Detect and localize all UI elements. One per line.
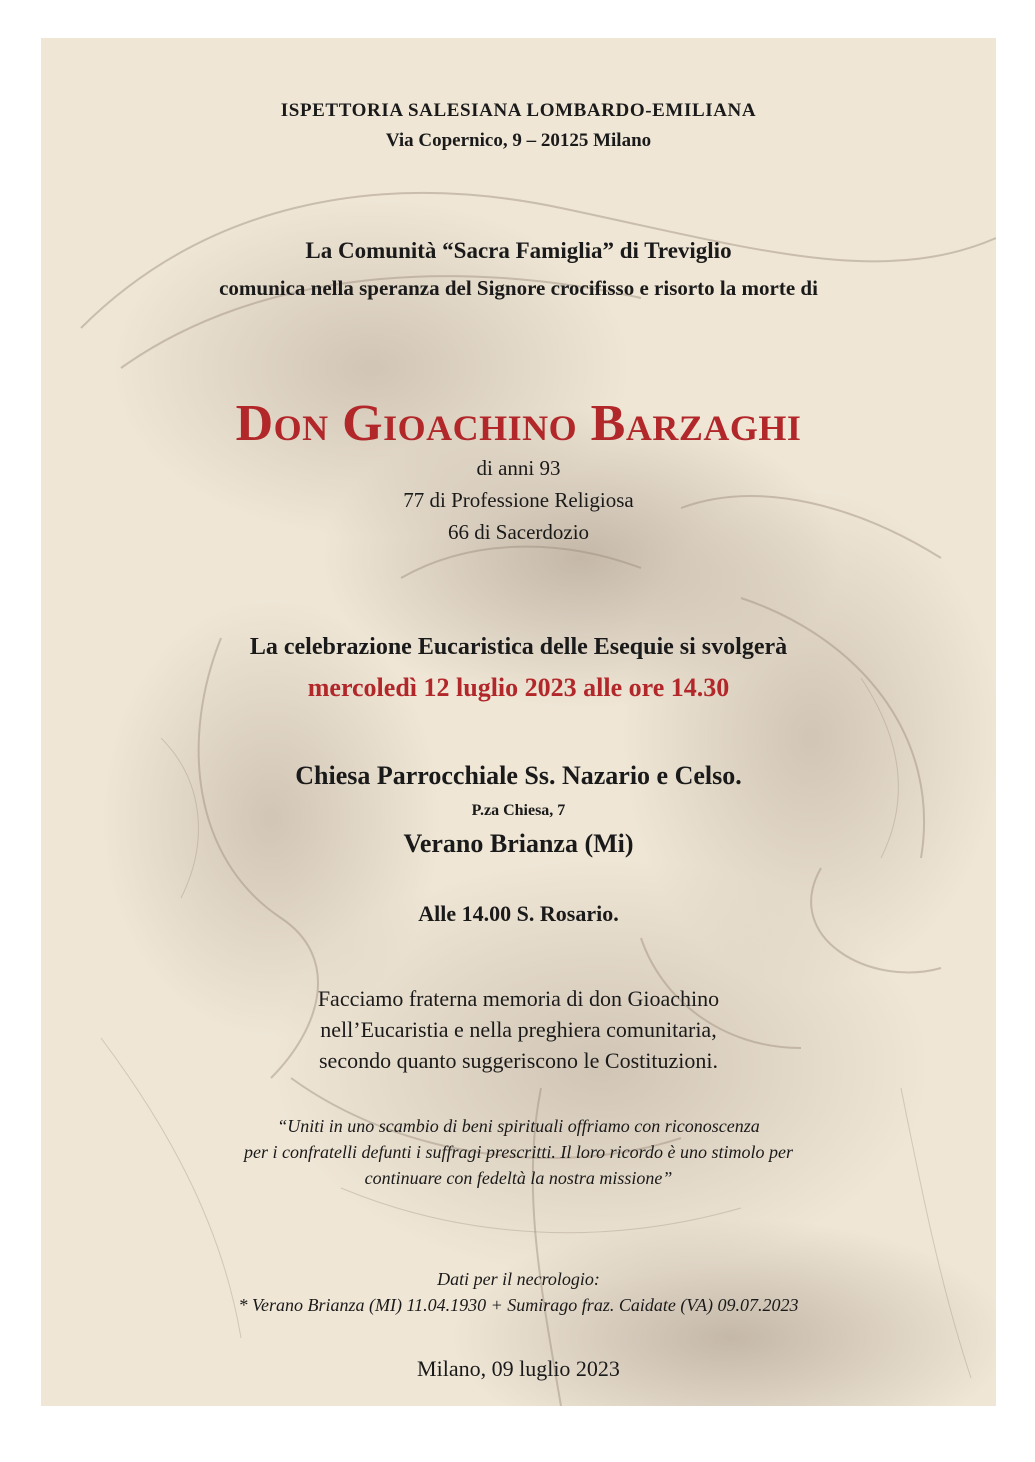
- memory-text-line: nell’Eucaristia e nella preghiera comunitaria,: [320, 1017, 717, 1042]
- place-date-signature: Milano, 09 luglio 2023: [417, 1356, 620, 1381]
- memory-text-line: secondo quanto suggeriscono le Costituzioni.: [319, 1048, 718, 1073]
- religious-profession-years: 77 di Professione Religiosa: [403, 488, 634, 512]
- deceased-name: Don Gioachino Barzaghi: [235, 395, 802, 452]
- funeral-date: mercoledì 12 luglio 2023 alle ore 14.30: [307, 673, 730, 702]
- community-name: La Comunità “Sacra Famiglia” di Treviglio: [305, 238, 732, 263]
- priesthood-years: 66 di Sacerdozio: [447, 520, 590, 544]
- organization-name: ISPETTORIA SALESIANA LOMBARDO-EMILIANA: [280, 100, 757, 121]
- rosary-time: Alle 14.00 S. Rosario.: [418, 901, 619, 926]
- quote-line: “Uniti in uno scambio di beni spirituali offriamo con riconoscenza: [277, 1116, 760, 1136]
- obituary-sheet: [41, 38, 996, 1406]
- church-town: Verano Brianza (Mi): [403, 829, 634, 858]
- announcement-message: comunica nella speranza del Signore crocifisso e risorto la morte di: [219, 276, 818, 300]
- necrology-data: * Verano Brianza (MI) 11.04.1930 + Sumirago fraz. Caidate (VA) 09.07.2023: [238, 1295, 799, 1315]
- church-address: P.za Chiesa, 7: [471, 802, 566, 819]
- necrology-label: Dati per il necrologio:: [437, 1269, 600, 1289]
- quote-line: per i confratelli defunti i suffragi prescritti. Il loro ricordo è uno stimolo per: [244, 1142, 793, 1162]
- deceased-age: di anni 93: [476, 456, 561, 480]
- funeral-intro: La celebrazione Eucaristica delle Esequie si svolgerà: [249, 634, 788, 660]
- memory-text-line: Facciamo fraterna memoria di don Gioachino: [317, 986, 720, 1011]
- quote-line: continuare con fedeltà la nostra missione”: [364, 1168, 673, 1188]
- church-name: Chiesa Parrocchiale Ss. Nazario e Celso.: [295, 761, 742, 790]
- organization-address: Via Copernico, 9 – 20125 Milano: [385, 130, 652, 151]
